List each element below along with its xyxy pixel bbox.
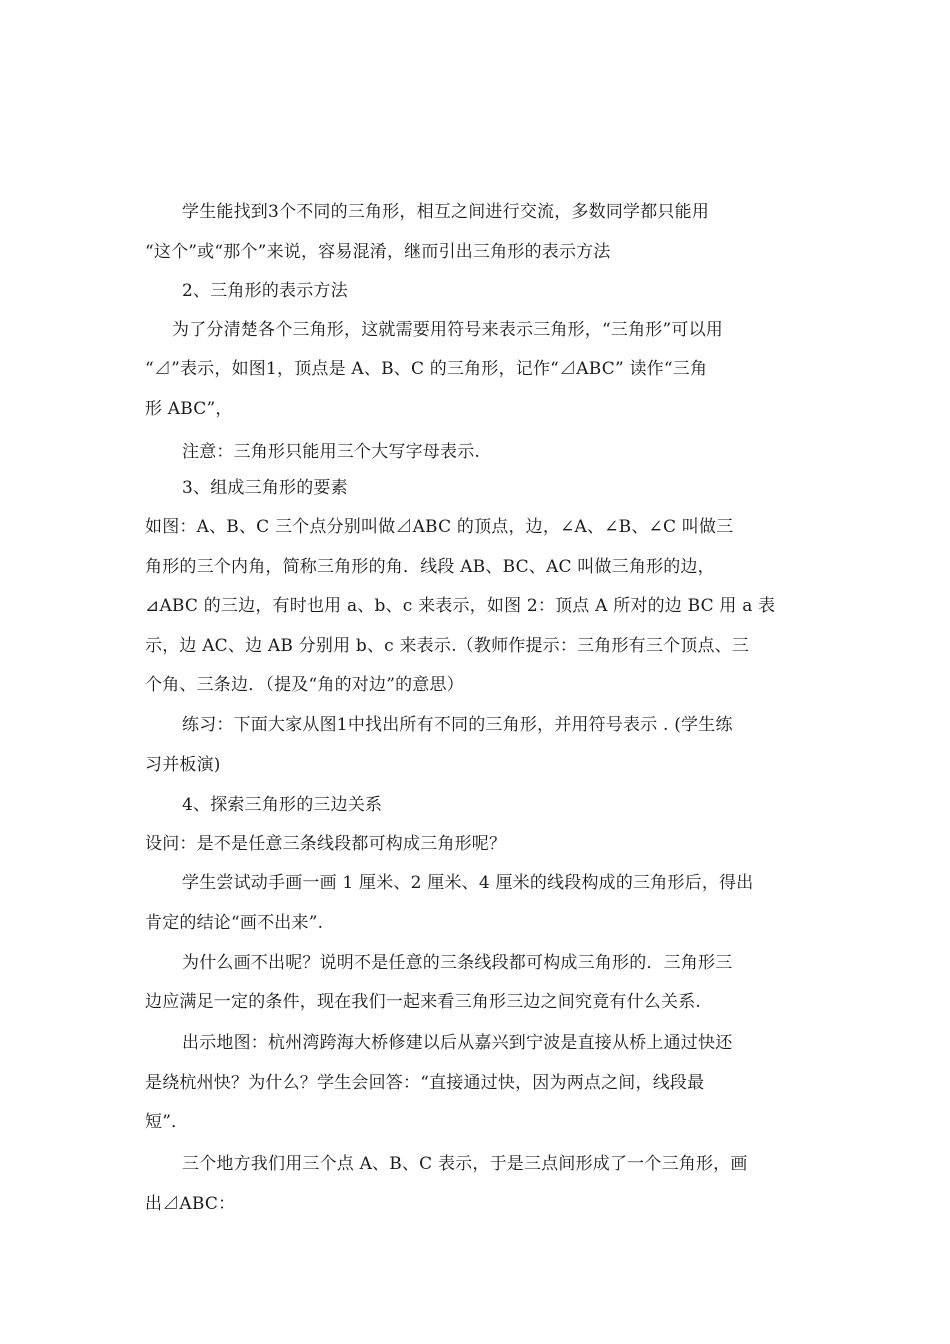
paragraph-line-18: 学生尝试动手画一画 1 厘米、2 厘米、4 厘米的线段构成的三角形后，得出 — [182, 873, 754, 893]
paragraph-line-24: 短”． — [145, 1112, 189, 1132]
paragraph-line-1: 学生能找到3个不同的三角形，相互之间进行交流，多数同学都只能用 — [182, 202, 710, 222]
section-heading-4: 4、探索三角形的三边关系 — [182, 795, 383, 815]
paragraph-line-6: 形 ABC”， — [145, 399, 233, 419]
paragraph-line-21: 边应满足一定的条件，现在我们一起来看三角形三边之间究竟有什么关系. — [145, 992, 702, 1012]
question-line: 设问：是不是任意三条线段都可构成三角形呢？ — [145, 834, 507, 854]
section-heading-3: 3、组成三角形的要素 — [182, 478, 348, 498]
paragraph-line-9: 如图：A、B、C 三个点分别叫做⊿ABC 的顶点，边，∠A、∠B、∠C 叫做三 — [145, 517, 734, 537]
paragraph-line-13: 个角、三条边．（提及“角的对边”的意思） — [145, 675, 464, 695]
note-line: 注意：三角形只能用三个大写字母表示. — [182, 442, 481, 462]
paragraph-line-5: “⊿”表示，如图1，顶点是 A、B、C 的三角形，记作“⊿ABC” 读作“三角 — [145, 359, 708, 379]
exercise-line-1: 练习：下面大家从图1中找出所有不同的三角形，并用符号表示 . (学生练 — [182, 715, 733, 735]
paragraph-line-25: 三个地方我们用三个点 A、B、C 表示，于是三点间形成了一个三角形，画 — [182, 1154, 748, 1174]
paragraph-line-10: 角形的三个内角，简称三角形的角．线段 AB、BC、AC 叫做三角形的边， — [145, 557, 715, 577]
paragraph-line-4: 为了分清楚各个三角形，这就需要用符号来表示三角形，“三角形”可以用 — [172, 320, 723, 340]
paragraph-line-22: 出示地图：杭州湾跨海大桥修建以后从嘉兴到宁波是直接从桥上通过快还 — [182, 1033, 733, 1053]
paragraph-line-26: 出⊿ABC： — [145, 1194, 236, 1214]
section-heading-2: 2、三角形的表示方法 — [182, 281, 348, 301]
exercise-line-2: 习并板演) — [145, 755, 221, 775]
paragraph-line-23: 是绕杭州快？为什么？学生会回答：“直接通过快，因为两点之间，线段最 — [145, 1073, 705, 1093]
paragraph-line-20: 为什么画不出呢？说明不是任意的三条线段都可构成三角形的．三角形三 — [182, 953, 733, 973]
paragraph-line-19: 肯定的结论“画不出来”. — [145, 913, 324, 933]
paragraph-line-2: “这个”或“那个”来说，容易混淆，继而引出三角形的表示方法 — [145, 242, 611, 262]
paragraph-line-12: 示，边 AC、边 AB 分别用 b、c 来表示.（教师作提示：三角形有三个顶点、三 — [145, 636, 750, 656]
paragraph-line-11: ⊿ABC 的三边，有时也用 a、b、c 来表示，如图 2：顶点 A 所对的边 BC 用 a 表 — [145, 596, 776, 616]
